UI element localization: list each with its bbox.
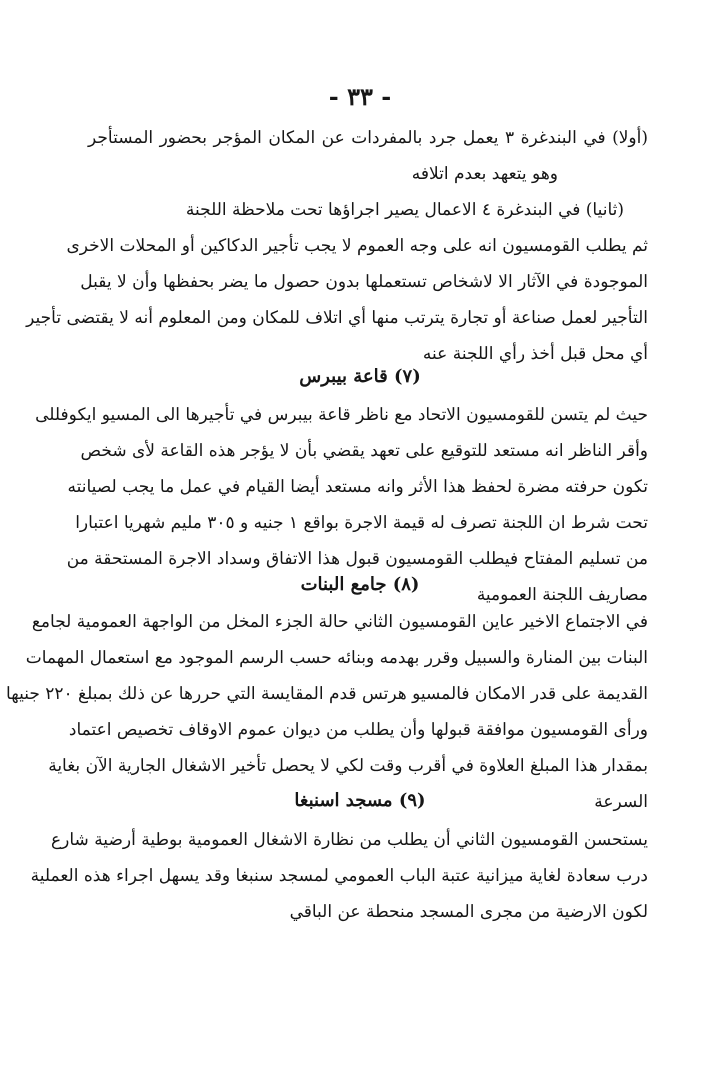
text-line: يستحسن القومسيون الثاني أن يطلب من نظارة الاشغال العمومية بوطية أرضية شارع [51, 830, 648, 850]
text-line: مصاريف اللجنة العمومية [476, 585, 648, 605]
text-line: من تسليم المفتاح فيطلب القومسيون قبول هذا الاتفاق وسداد الاجرة المستحقة من [66, 549, 648, 569]
text-line: ورأى القومسيون موافقة قبولها وأن يطلب من ديوان عموم الاوقاف تخصيص اعتماد [68, 720, 648, 740]
section-heading-7: (٧) قاعة بيبرس [299, 366, 421, 387]
text-line: لكون الارضية من مجرى المسجد منحطة عن الباقي [289, 902, 648, 922]
text-line: القديمة على قدر الامكان فالمسيو هرتس قدم المقايسة التي حررها عن ذلك بمبلغ ٢٢٠ جنيها [6, 684, 648, 704]
text-line: بمقدار هذا المبلغ العلاوة في أقرب وقت لكي لا يحصل تأخير الاشغال الجارية الآن بغاية [48, 756, 648, 776]
intro-paragraph [26, 120, 648, 372]
section-heading-8: (٨) جامع البنات [300, 574, 420, 595]
section-9-paragraph [30, 822, 648, 930]
text-line: (أولا) في البندغرة ٣ يعمل جرد بالمفردات عن المكان المؤجر بحضور المستأجر [88, 128, 648, 148]
text-line: البنات بين المنارة والسبيل وقرر بهدمه وبنائه حسب الرسم الموجود مع استعمال المهمات [25, 648, 648, 668]
text-line: السرعة [594, 792, 648, 812]
text-line: أي محل قبل أخذ رأي اللجنة عنه [422, 344, 648, 364]
page-number: - ٣٣ - [328, 82, 392, 111]
section-heading-9: (٩) مسجد اسنبغا [294, 790, 426, 811]
text-line: التأجير لعمل صناعة أو تجارة يترتب منها أي اتلاف للمكان ومن المعلوم أنه لا يقتضى تأجير [26, 308, 648, 328]
text-line: درب سعادة لغاية ميزانية عتبة الباب العمومي لمسجد سنبغا وقد يسهل اجراء هذه العملية [30, 866, 648, 886]
text-line: الموجودة في الآثار الا لاشخاص تستعملها بدون حصول ما يضر بحفظها وأن لا يقبل [80, 272, 648, 292]
text-line: ثم يطلب القومسيون انه على وجه العموم لا يجب تأجير الدكاكين أو المحلات الاخرى [66, 236, 648, 256]
text-line: في الاجتماع الاخير عاين القومسيون الثاني حالة الجزء المخل من الواجهة العمومية لجامع [31, 612, 648, 632]
text-line: تكون حرفته مضرة لحفظ هذا الأثر وانه مستعد أيضا القيام في عمل ما يجب لصيانته [67, 477, 648, 497]
text-line: وهو يتعهد بعدم اتلافه [411, 164, 558, 184]
text-line: حيث لم يتسن للقومسيون الاتحاد مع ناظر قاعة بيبرس في تأجيرها الى المسيو ايكوفللى [35, 405, 648, 425]
text-line: تحت شرط ان اللجنة تصرف له قيمة الاجرة بواقع ١ جنيه و ٣٠٥ مليم شهريا اعتبارا [75, 513, 648, 533]
text-line: وأقر الناظر انه مستعد للتوقيع على تعهد يقضي بأن لا يؤجر هذه القاعة لأى شخص [80, 441, 648, 461]
text-line: (ثانيا) في البندغرة ٤ الاعمال يصير اجراؤها تحت ملاحظة اللجنة [185, 200, 624, 220]
